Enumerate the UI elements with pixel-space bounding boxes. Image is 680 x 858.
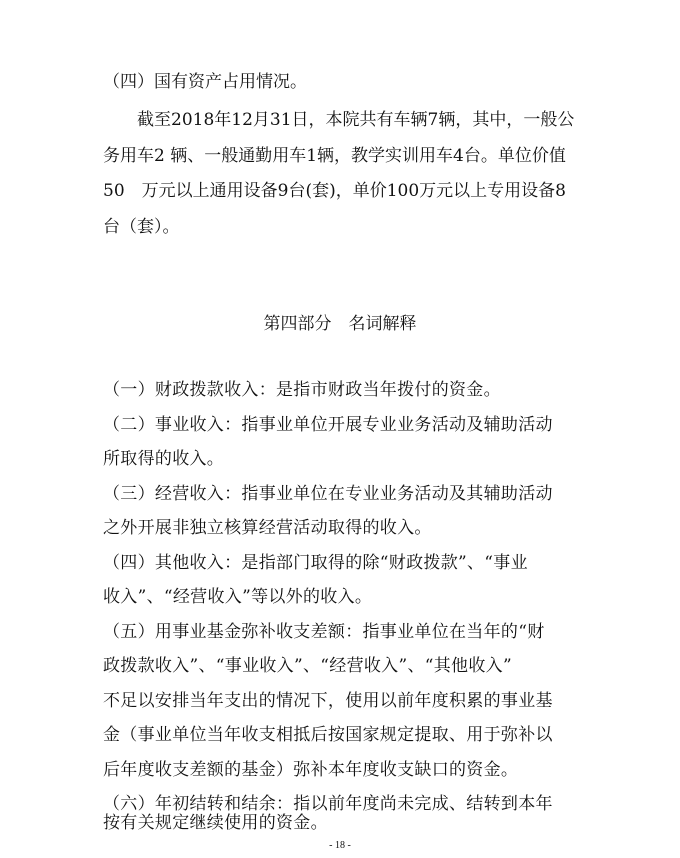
definition-line: 所取得的收入。 [103,449,225,469]
page-number: - 18 - [329,840,351,851]
definition-line: 按有关规定继续使用的资金。 [103,813,328,833]
definition-line: （六）年初结转和结余：指以前年度尚未完成、结转到本年 [103,794,553,814]
definition-line: 之外开展非独立核算经营活动取得的收入。 [103,518,432,538]
definition-line: 政拨款收入”、“事业收入”、“经营收入”、“其他收入” [103,656,512,676]
paragraph-line: 50 万元以上通用设备9台(套)，单价100万元以上专用设备8 [103,181,566,201]
definition-line: 金（事业单位当年收支相抵后按国家规定提取、用于弥补以 [103,725,553,745]
paragraph-line: 务用车2 辆、一般通勤用车1辆，教学实训用车4台。单位价值 [103,146,566,166]
definition-line: 后年度收支差额的基金）弥补本年度收支缺口的资金。 [103,760,519,780]
paragraph-line: 台（套）。 [103,217,180,237]
part-title: 第四部分 名词解释 [263,314,417,334]
definition-line: （四）其他收入：是指部门取得的除“财政拨款”、“事业 [103,553,528,573]
definition-line: （三）经营收入：指事业单位在专业业务活动及其辅助活动 [103,484,553,504]
section-heading-state-assets: （四）国有资产占用情况。 [103,72,307,92]
definition-line: （二）事业收入：指事业单位开展专业业务活动及辅助活动 [103,415,553,435]
definition-line: 不足以安排当年支出的情况下，使用以前年度积累的事业基 [103,691,553,711]
definition-line: 收入”、“经营收入”等以外的收入。 [103,587,373,607]
paragraph-line: 截至2018年12月31日，本院共有车辆7辆，其中，一般公 [137,110,575,130]
definition-line: （一）财政拨款收入：是指市财政当年拨付的资金。 [103,380,501,400]
definition-line: （五）用事业基金弥补收支差额：指事业单位在当年的“财 [103,622,545,642]
